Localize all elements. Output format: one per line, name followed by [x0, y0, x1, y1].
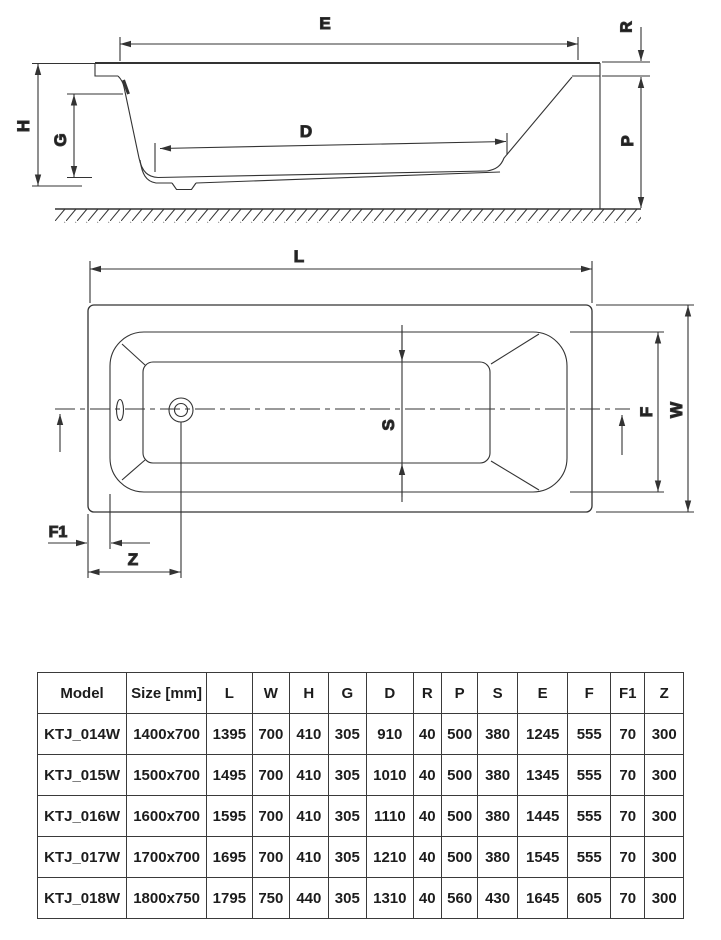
- column-header: F: [568, 673, 611, 714]
- value-cell: 1345: [517, 755, 568, 796]
- column-header: R: [413, 673, 441, 714]
- column-header: L: [207, 673, 253, 714]
- value-cell: 305: [328, 714, 366, 755]
- table-row: [38, 796, 684, 837]
- value-cell: 300: [645, 878, 684, 919]
- table-row: [38, 878, 684, 919]
- drain-icon: [169, 398, 193, 422]
- dim-label-l: L: [293, 247, 305, 266]
- value-cell: 1400x700: [127, 714, 207, 755]
- table-row: [38, 755, 684, 796]
- dim-label-h: H: [13, 119, 33, 133]
- value-cell: 1010: [367, 755, 414, 796]
- value-cell: 500: [441, 837, 477, 878]
- value-cell: 1645: [517, 878, 568, 919]
- spec-table: [37, 672, 684, 919]
- dim-label-p: P: [617, 135, 637, 147]
- value-cell: 750: [252, 878, 289, 919]
- value-cell: 1700x700: [127, 837, 207, 878]
- value-cell: 1600x700: [127, 796, 207, 837]
- value-cell: 70: [611, 755, 645, 796]
- column-header: E: [517, 673, 568, 714]
- overflow-hole-icon: [117, 400, 124, 421]
- value-cell: 1445: [517, 796, 568, 837]
- value-cell: 70: [611, 878, 645, 919]
- value-cell: 700: [252, 755, 289, 796]
- value-cell: 555: [568, 796, 611, 837]
- table-row: [38, 837, 684, 878]
- value-cell: 1545: [517, 837, 568, 878]
- value-cell: 430: [478, 878, 517, 919]
- model-cell: KTJ_017W: [38, 837, 127, 878]
- column-header: S: [478, 673, 517, 714]
- value-cell: 305: [328, 755, 366, 796]
- dim-label-f: F: [636, 406, 656, 418]
- value-cell: 700: [252, 837, 289, 878]
- value-cell: 380: [478, 796, 517, 837]
- value-cell: 300: [645, 714, 684, 755]
- value-cell: 40: [413, 878, 441, 919]
- value-cell: 500: [441, 796, 477, 837]
- dim-L: [90, 261, 592, 303]
- column-header: G: [328, 673, 366, 714]
- value-cell: 305: [328, 878, 366, 919]
- value-cell: 1595: [207, 796, 253, 837]
- value-cell: 700: [252, 796, 289, 837]
- column-header: Size [mm]: [127, 673, 207, 714]
- ground-hatch: [55, 210, 641, 223]
- model-cell: KTJ_016W: [38, 796, 127, 837]
- dim-label-r: R: [618, 21, 636, 33]
- value-cell: 1495: [207, 755, 253, 796]
- value-cell: 40: [413, 796, 441, 837]
- value-cell: 1695: [207, 837, 253, 878]
- dim-G: [67, 94, 123, 178]
- value-cell: 305: [328, 837, 366, 878]
- value-cell: 910: [367, 714, 414, 755]
- drain-foot: [172, 183, 196, 190]
- value-cell: 300: [645, 796, 684, 837]
- value-cell: 1110: [367, 796, 414, 837]
- dim-label-g: G: [50, 133, 70, 147]
- value-cell: 300: [645, 837, 684, 878]
- dim-R: [602, 27, 650, 76]
- value-cell: 410: [290, 755, 328, 796]
- value-cell: 380: [478, 837, 517, 878]
- value-cell: 410: [290, 837, 328, 878]
- value-cell: 555: [568, 755, 611, 796]
- column-header: P: [441, 673, 477, 714]
- dim-E: [120, 37, 578, 61]
- model-cell: KTJ_015W: [38, 755, 127, 796]
- dim-D: [155, 133, 507, 172]
- table-row: [38, 714, 684, 755]
- dim-label-s: S: [378, 419, 398, 431]
- value-cell: 560: [441, 878, 477, 919]
- value-cell: 300: [645, 755, 684, 796]
- value-cell: 380: [478, 714, 517, 755]
- value-cell: 70: [611, 837, 645, 878]
- model-cell: KTJ_018W: [38, 878, 127, 919]
- dim-label-d: D: [299, 122, 313, 141]
- value-cell: 500: [441, 755, 477, 796]
- dim-label-f1: F1: [48, 524, 68, 541]
- value-cell: 1795: [207, 878, 253, 919]
- value-cell: 40: [413, 714, 441, 755]
- value-cell: 700: [252, 714, 289, 755]
- value-cell: 1395: [207, 714, 253, 755]
- ground: [55, 209, 641, 223]
- value-cell: 410: [290, 796, 328, 837]
- side-view: [14, 14, 650, 223]
- value-cell: 70: [611, 714, 645, 755]
- spec-table-body: [38, 714, 684, 919]
- value-cell: 1500x700: [127, 755, 207, 796]
- column-header: F1: [611, 673, 645, 714]
- model-cell: KTJ_014W: [38, 714, 127, 755]
- value-cell: 40: [413, 755, 441, 796]
- value-cell: 40: [413, 837, 441, 878]
- value-cell: 380: [478, 755, 517, 796]
- column-header: H: [290, 673, 328, 714]
- value-cell: 1800x750: [127, 878, 207, 919]
- column-header: D: [367, 673, 414, 714]
- dim-H: [32, 64, 95, 187]
- value-cell: 1210: [367, 837, 414, 878]
- value-cell: 1245: [517, 714, 568, 755]
- tub-side-outline: [95, 63, 600, 209]
- value-cell: 70: [611, 796, 645, 837]
- value-cell: 605: [568, 878, 611, 919]
- value-cell: 410: [290, 714, 328, 755]
- value-cell: 1310: [367, 878, 414, 919]
- value-cell: 305: [328, 796, 366, 837]
- dim-label-w: W: [666, 401, 686, 419]
- dim-label-z: Z: [127, 550, 139, 569]
- column-header: Z: [645, 673, 684, 714]
- column-header: W: [252, 673, 289, 714]
- value-cell: 555: [568, 714, 611, 755]
- value-cell: 500: [441, 714, 477, 755]
- table-header-row: [38, 673, 684, 714]
- value-cell: 440: [290, 878, 328, 919]
- plan-view: [48, 247, 694, 578]
- value-cell: 555: [568, 837, 611, 878]
- dim-label-e: E: [319, 14, 331, 33]
- column-header: Model: [38, 673, 127, 714]
